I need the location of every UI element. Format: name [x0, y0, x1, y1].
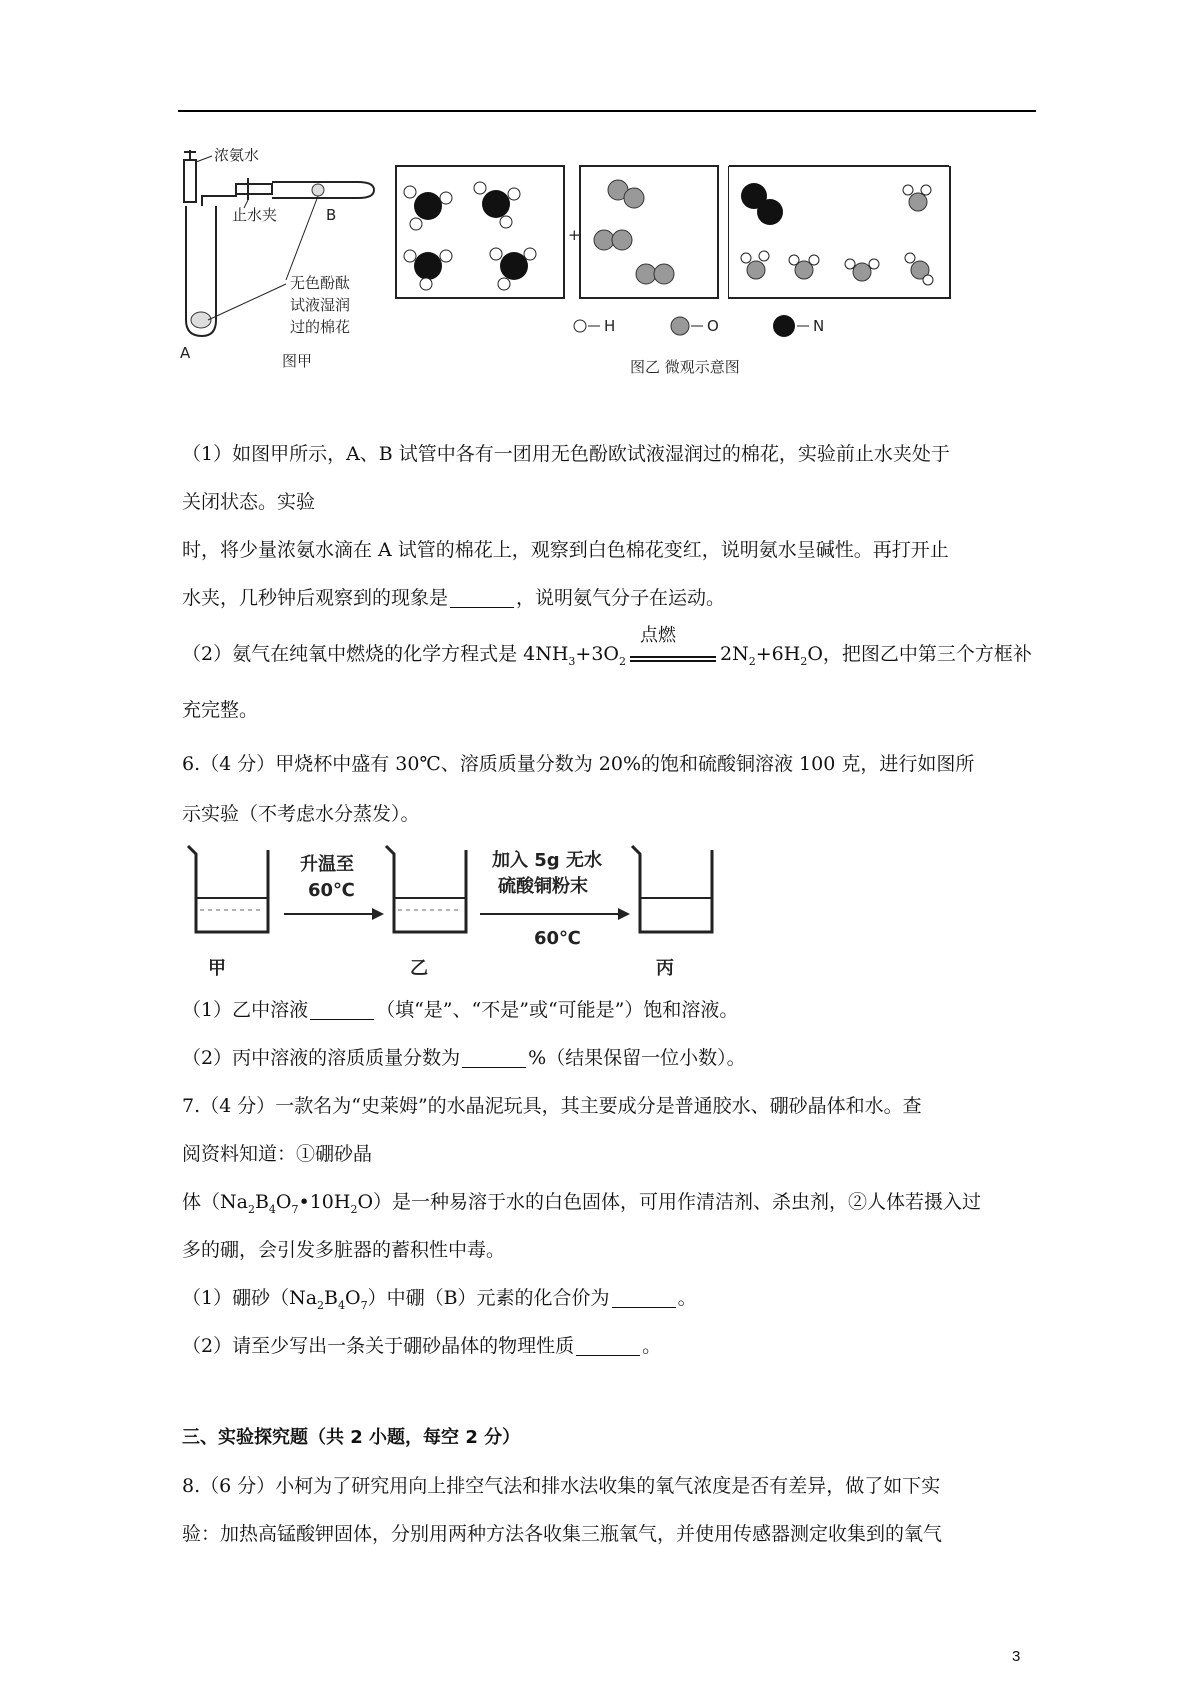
- tube-a-label: A: [180, 344, 191, 362]
- arrow1-top: 升温至: [300, 854, 354, 875]
- o2-molecule: [636, 264, 674, 284]
- q6-s1: （1）乙中溶液 （填“是”、“不是”或“可能是”）饱和溶液。: [182, 999, 739, 1021]
- arrow2-top-1: 加入 5g 无水: [492, 850, 602, 871]
- arrow1-bottom: 60℃: [308, 880, 355, 901]
- figure-yi-caption: 图乙 微观示意图: [630, 358, 740, 376]
- legend-n: N: [813, 317, 825, 335]
- beaker-yi: [386, 846, 466, 932]
- q7-line2: 阅资料知道：①硼砂晶: [182, 1143, 373, 1165]
- clamp-label: 止水夹: [232, 206, 278, 224]
- q5-p1-line1: （1）如图甲所示，A、B 试管中各有一团用无色酚欧试液湿润过的棉花，实验前止水夹处于: [182, 443, 950, 465]
- q7-line1: 7.（4 分）一款名为“史莱姆”的水晶泥玩具，其主要成分是普通胶水、硼砂晶体和水。查: [182, 1095, 922, 1117]
- q7-line3: 体$(Na_2B_4O_7•10H_2O)$是一种易溶于水的白色固体，可用作清洁剂、杀虫剂，②人体若摄入过: [182, 1191, 982, 1216]
- arrow2-top-2: 硫酸铜粉末: [498, 876, 588, 897]
- beaker-label-bing: 丙: [656, 958, 674, 979]
- beaker-label-yi: 乙: [410, 958, 428, 979]
- cotton-label-2: 试液湿润: [290, 296, 351, 314]
- page-number: 3: [1012, 1648, 1021, 1665]
- figure-beakers: [178, 836, 798, 986]
- legend-o: O: [707, 317, 719, 335]
- q6-line2: 示实验（不考虑水分蒸发）。: [182, 803, 420, 825]
- plus-sign: +: [568, 226, 581, 244]
- answer-blank[interactable]: [310, 999, 374, 1020]
- reaction-condition: 点燃: [626, 640, 720, 668]
- answer-blank[interactable]: [576, 1335, 640, 1356]
- nh3-molecule: [404, 250, 452, 290]
- section-heading: 三、实验探究题（共 2 小题，每空 2 分）: [182, 1427, 521, 1448]
- beaker-label-jia: 甲: [208, 958, 226, 979]
- nh3-molecule: [404, 186, 452, 230]
- q7-s1: （1）硼砂$(Na_2B_4O_7)$中硼（B）元素的化合价为 。: [182, 1287, 697, 1312]
- q6-line1: 6.（4 分）甲烧杯中盛有 30℃、溶质质量分数为 20%的饱和硫酸铜溶液 100 克，进行如图所: [182, 753, 975, 775]
- q5-p2-line1: （2）氨气在纯氧中燃烧的化学方程式是 $4NH_3+3O_2$ 点燃 $2N_2+6H_2O$，把图乙中第三个方框补: [182, 625, 1032, 668]
- o2-molecule: [608, 180, 644, 208]
- q8-line2: 验：加热高锰酸钾固体，分别用两种方法各收集三瓶氧气，并使用传感器测定收集到的氧气: [182, 1523, 943, 1545]
- q5-p1-line4: 水夹，几秒钟后观察到的现象是 ，说明氨气分子在运动。: [182, 587, 726, 609]
- h-atom-icon: [574, 320, 586, 332]
- nh3-molecule: [490, 248, 536, 290]
- arrow2-bottom: 60℃: [534, 928, 581, 949]
- q7-s2: （2）请至少写出一条关于硼砂晶体的物理性质 。: [182, 1335, 662, 1357]
- q5-p1-line3: 时，将少量浓氨水滴在 A 试管的棉花上，观察到白色棉花变红，说明氨水呈碱性。再打开止: [182, 539, 949, 561]
- o-atom-icon: [671, 317, 689, 335]
- beaker-jia: [188, 846, 268, 932]
- cotton-label-3: 过的棉花: [290, 318, 351, 336]
- dropper: [184, 160, 196, 202]
- q7-line4: 多的硼，会引发多脏器的蓄积性中毒。: [182, 1239, 506, 1261]
- header-rule: [178, 110, 1036, 112]
- q8-line1: 8.（6 分）小柯为了研究用向上排空气法和排水法收集的氧气浓度是否有差异，做了如下实: [182, 1475, 941, 1497]
- n-atom-icon: [773, 315, 795, 337]
- figure-legend: [560, 314, 960, 410]
- figure-jia-caption: 图甲: [282, 352, 313, 370]
- q6-s2: （2）丙中溶液的溶质质量分数为 %（结果保留一位小数）。: [182, 1047, 746, 1069]
- answer-blank[interactable]: [462, 1047, 526, 1068]
- answer-blank[interactable]: [612, 1287, 676, 1308]
- o2-molecule: [594, 230, 632, 250]
- q5-p2-line2: 充完整。: [182, 699, 259, 721]
- legend-h: H: [604, 317, 616, 335]
- answer-blank[interactable]: [450, 587, 514, 608]
- q5-p1-line2: 关闭状态。实验: [182, 491, 316, 513]
- beaker-bing: [632, 846, 712, 932]
- cotton-label-1: 无色酚酞: [290, 274, 351, 292]
- tube-b-label: B: [326, 206, 337, 224]
- nh3-molecule: [474, 182, 520, 228]
- dropper-label: 浓氨水: [214, 148, 260, 164]
